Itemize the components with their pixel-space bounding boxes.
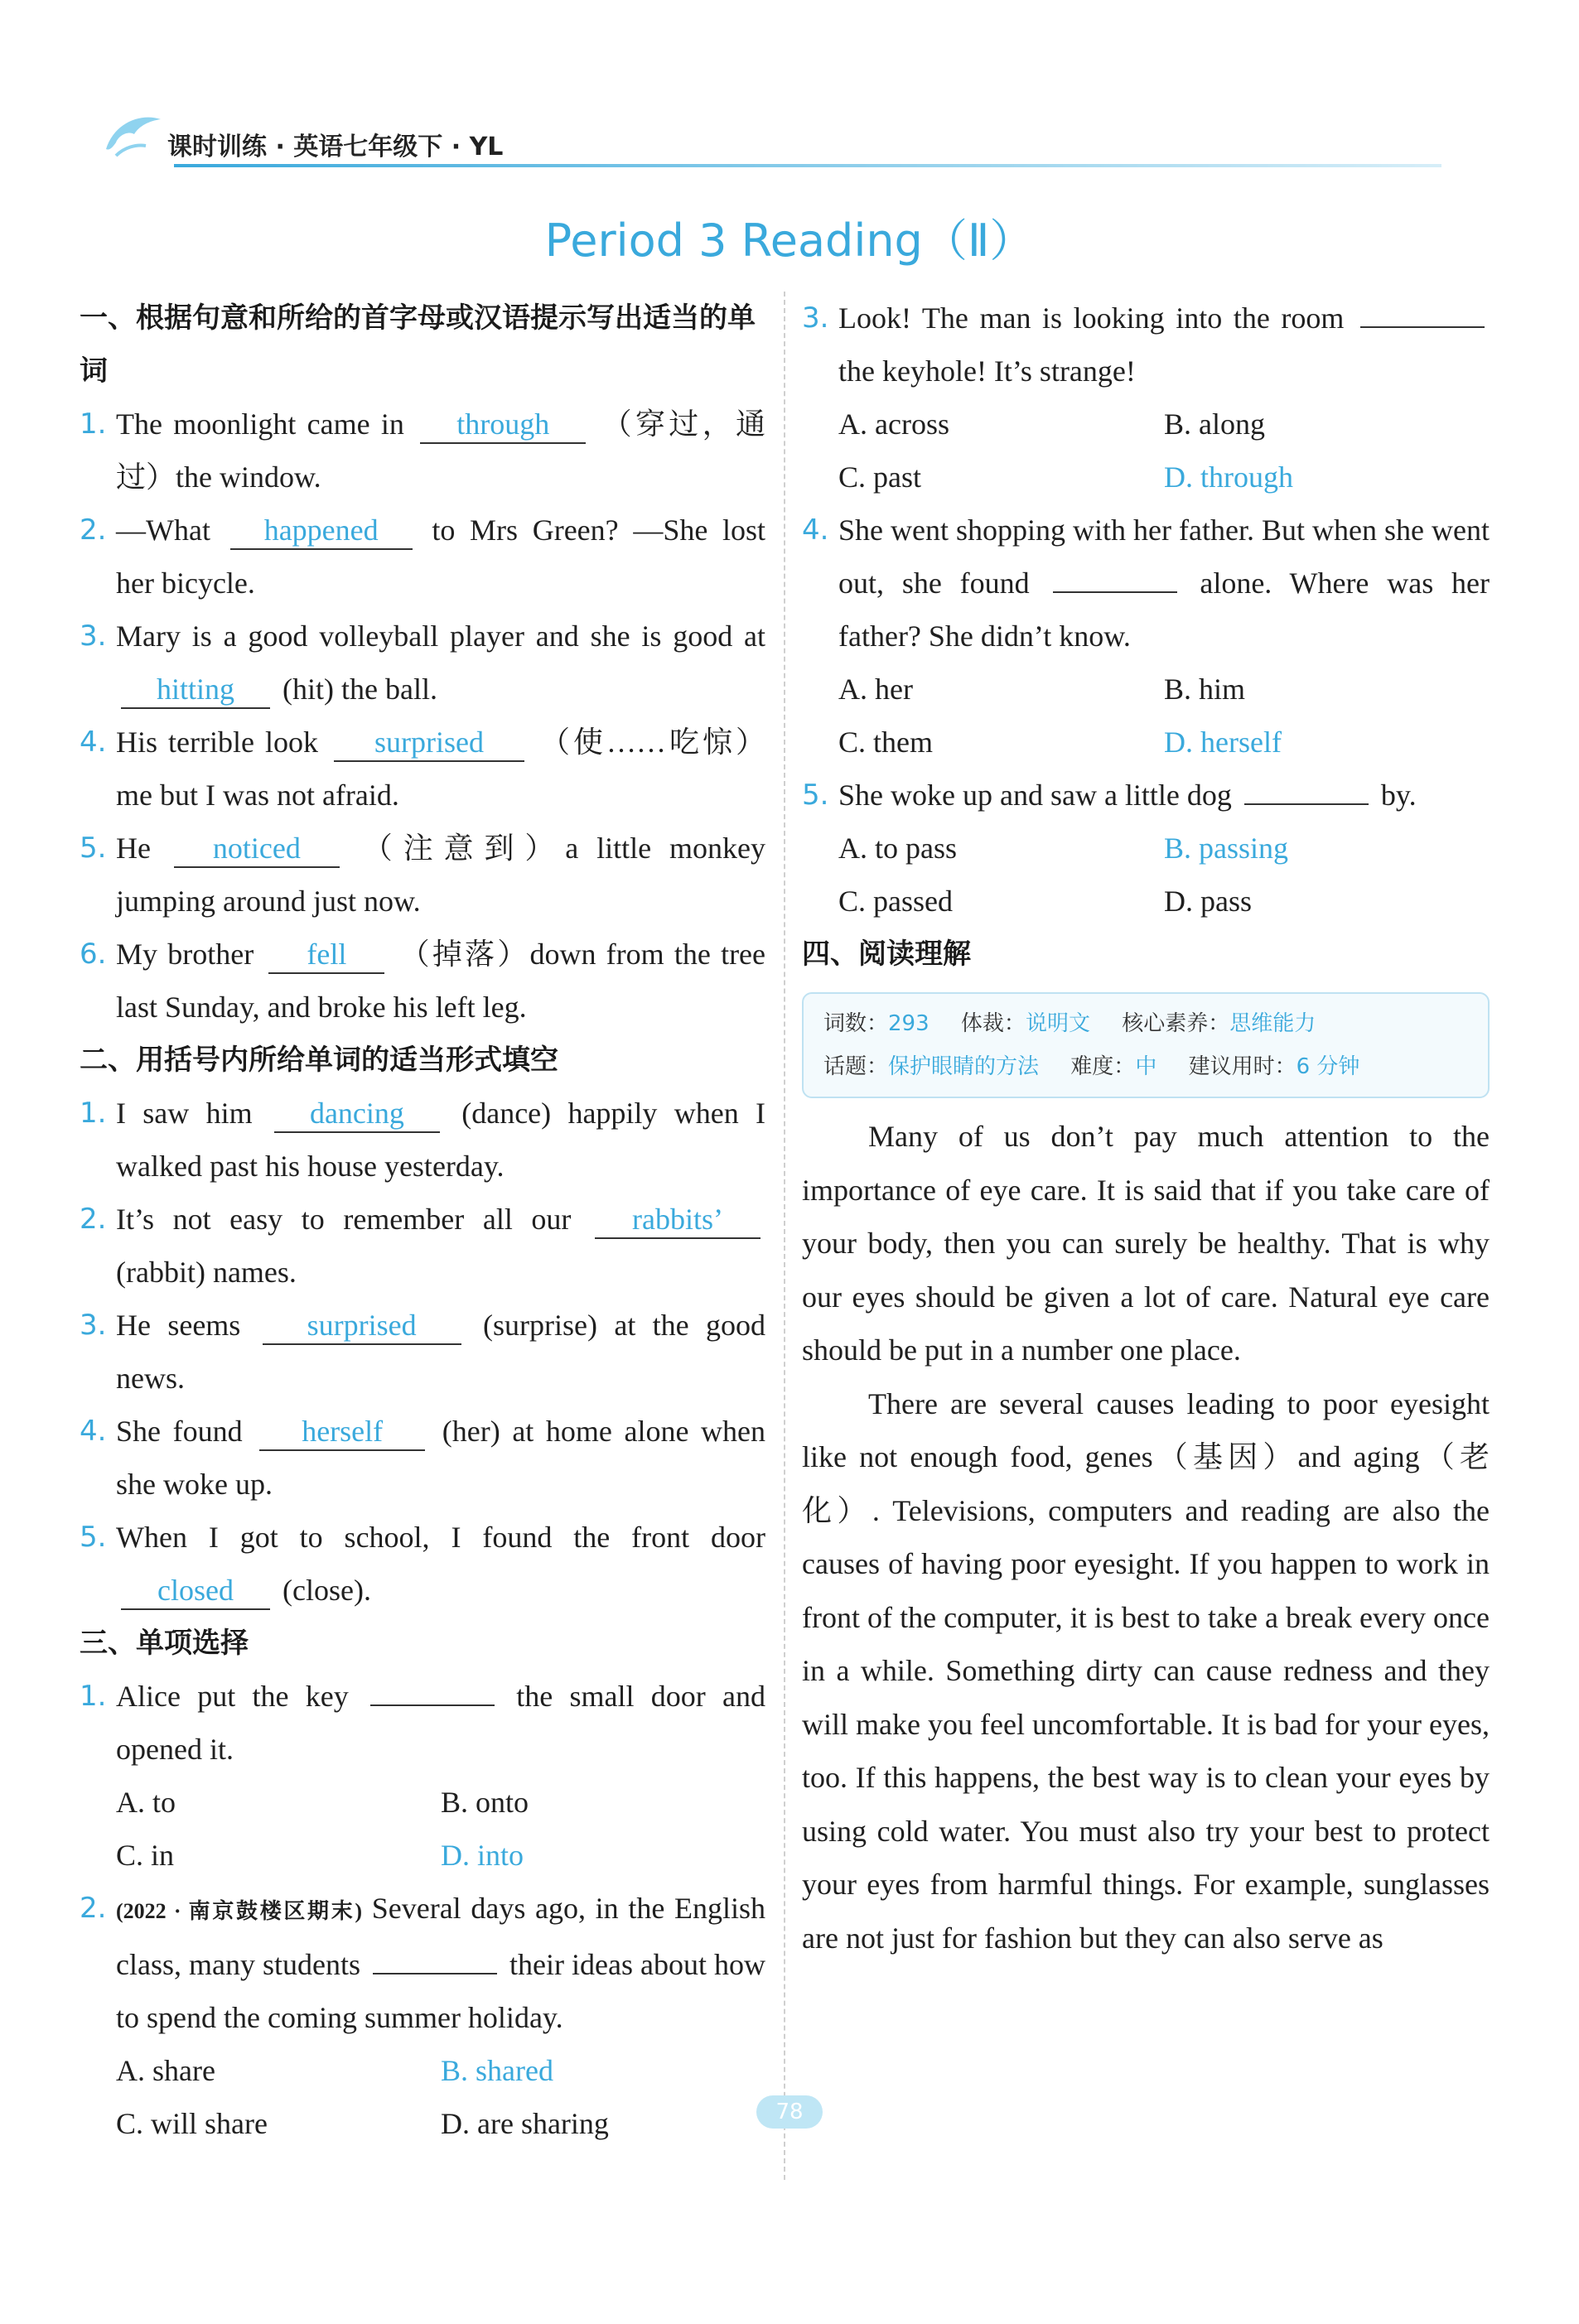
- left-column: [80, 292, 765, 2150]
- option-a[interactable]: A. across: [838, 407, 949, 441]
- option-c[interactable]: C. them: [838, 726, 933, 759]
- section-3-title: 三、单项选择: [80, 1627, 249, 1660]
- s3-q5-options: [802, 822, 1490, 928]
- option-b-correct[interactable]: B. shared: [441, 2054, 553, 2087]
- page-number: 78: [756, 2095, 823, 2129]
- section-1-title: 一、根据句意和所给的首字母或汉语提示写出适当的单词: [80, 301, 756, 388]
- option-a[interactable]: A. her: [838, 673, 913, 706]
- answer-blank[interactable]: [1360, 326, 1485, 328]
- answer-blank[interactable]: dancing: [274, 1095, 440, 1133]
- answer-blank[interactable]: [373, 1973, 497, 1974]
- option-c[interactable]: C. passed: [838, 885, 953, 918]
- s3-question-3: 3. Look! The man is looking into the room the keyhole! It’s strange!: [802, 292, 1490, 398]
- s1-question-6: 6. My brother fell （掉落）down from the tree last Sunday, and broke his left leg.: [80, 938, 766, 1024]
- s3-question-2: 2. (2022 · 南京鼓楼区期末) Several days ago, in the English class, many students their ideas about how to spend the coming summer holiday.: [80, 1892, 765, 2034]
- header: [99, 106, 1441, 172]
- answer-blank[interactable]: fell: [268, 936, 384, 974]
- info-row-2: 话题：保护眼睛的方法 难度：中 建议用时：6 分钟: [823, 1054, 1360, 1079]
- s2-question-5: 5. When I got to school, I found the front door closed (close).: [80, 1511, 765, 1617]
- s3-q4-options: [802, 663, 1490, 769]
- option-b[interactable]: B. along: [1164, 407, 1265, 441]
- s1-question-4: 4. His terrible look surprised （使……吃惊）me but I was not afraid.: [80, 726, 766, 812]
- option-b-correct[interactable]: B. passing: [1164, 832, 1289, 865]
- s2-question-1: 1. I saw him dancing (dance) happily when I walked past his house yesterday.: [80, 1097, 766, 1183]
- option-d[interactable]: D. pass: [1164, 885, 1252, 918]
- s3-q3-options: [802, 398, 1490, 504]
- option-a[interactable]: A. to: [116, 1786, 176, 1819]
- dolphin-logo-icon: [99, 106, 166, 172]
- s3-question-1: 1. Alice put the key the small door and opened it.: [80, 1680, 765, 1766]
- answer-blank[interactable]: happened: [230, 512, 413, 550]
- answer-blank[interactable]: herself: [259, 1413, 425, 1451]
- option-a[interactable]: A. share: [116, 2054, 215, 2087]
- difficulty: 中: [1135, 1054, 1157, 1079]
- answer-blank[interactable]: hitting: [121, 671, 270, 709]
- answer-blank[interactable]: [1053, 591, 1177, 593]
- option-d-correct[interactable]: D. herself: [1164, 726, 1282, 759]
- option-c[interactable]: C. past: [838, 460, 922, 494]
- answer-blank[interactable]: [1244, 803, 1369, 805]
- suggested-time: 6 分钟: [1296, 1054, 1360, 1079]
- topic: 保护眼睛的方法: [888, 1054, 1040, 1079]
- column-divider: [784, 292, 785, 2180]
- option-b[interactable]: B. onto: [441, 1786, 529, 1819]
- s3-question-4: 4. She went shopping with her father. But when she went out, she found alone. Where was her father? She didn’t know.: [802, 513, 1490, 653]
- s3-question-5: 5. She woke up and saw a little dog by.: [802, 779, 1417, 812]
- question-source: (2022 · 南京鼓楼区期末): [116, 1899, 363, 1923]
- option-d-correct[interactable]: D. into: [441, 1839, 524, 1872]
- answer-blank[interactable]: surprised: [334, 724, 524, 762]
- option-c[interactable]: C. will share: [116, 2107, 268, 2140]
- answer-blank[interactable]: through: [420, 406, 586, 444]
- s2-question-4: 4. She found herself (her) at home alone when she woke up.: [80, 1415, 765, 1501]
- answer-blank[interactable]: noticed: [174, 830, 340, 868]
- reading-info-box: [802, 992, 1490, 1098]
- core-literacy: 思维能力: [1229, 1011, 1316, 1036]
- section-2-title: 二、用括号内所给单词的适当形式填空: [80, 1044, 558, 1077]
- s2-question-3: 3. He seems surprised (surprise) at the good news.: [80, 1309, 765, 1395]
- header-underline: [174, 164, 1441, 169]
- genre: 说明文: [1025, 1011, 1090, 1036]
- option-d-correct[interactable]: D. through: [1164, 460, 1293, 494]
- info-row-1: 词数：293 体裁：说明文 核心素养：思维能力: [823, 1011, 1316, 1036]
- page-title: Period 3 Reading（Ⅱ）: [544, 215, 1035, 267]
- option-b[interactable]: B. him: [1164, 673, 1246, 706]
- s1-question-5: 5. He noticed （注意到）a little monkey jumping around just now.: [80, 832, 766, 918]
- option-a[interactable]: A. to pass: [838, 832, 957, 865]
- s3-q2-options: [80, 2044, 765, 2150]
- section-4-title: 四、阅读理解: [802, 938, 971, 971]
- reading-paragraph-1: Many of us don’t pay much attention to the importance of eye care. It is said that if you take care of your body, then you can surely be healthy. That is why our eyes should be given a lot of care. Natural eye care should be put in a number one place.: [802, 1120, 1490, 1367]
- word-count: 293: [888, 1011, 930, 1036]
- option-d[interactable]: D. are sharing: [441, 2107, 609, 2140]
- s3-q1-options: [80, 1776, 765, 1882]
- answer-blank[interactable]: rabbits’: [595, 1201, 761, 1239]
- s1-question-2: 2. —What happened to Mrs Green? —She lost her bicycle.: [80, 513, 766, 600]
- right-column: [802, 292, 1490, 1965]
- s2-question-2: 2. It’s not easy to remember all our rabbits’ (rabbit) names.: [80, 1193, 765, 1299]
- option-c[interactable]: C. in: [116, 1839, 175, 1872]
- answer-blank[interactable]: [370, 1704, 495, 1706]
- answer-blank[interactable]: closed: [121, 1572, 270, 1610]
- s1-question-1: 1. The moonlight came in through （穿过，通过）the window.: [80, 407, 765, 494]
- reading-paragraph-2: There are several causes leading to poor eyesight like not enough food, genes（基因）and aging（老化）. Televisions, computers and reading are also the causes of having poor eyesight. If you happen to work in front of the computer, it is best to take a break every once in a while. Something dirty can cause redness and they will make you feel uncomfortable. It is bad for your eyes, too. If this happens, the best way is to clean your eyes by using cold water. You must also try your best to protect your eyes from harmful things. For example, sunglasses are not just for fashion but they can also serve as: [802, 1386, 1490, 1955]
- header-text: 课时训练 · 英语七年级下 · YL: [167, 133, 504, 162]
- s1-question-3: 3. Mary is a good volleyball player and she is good at hitting (hit) the ball.: [80, 610, 765, 716]
- answer-blank[interactable]: surprised: [263, 1307, 461, 1345]
